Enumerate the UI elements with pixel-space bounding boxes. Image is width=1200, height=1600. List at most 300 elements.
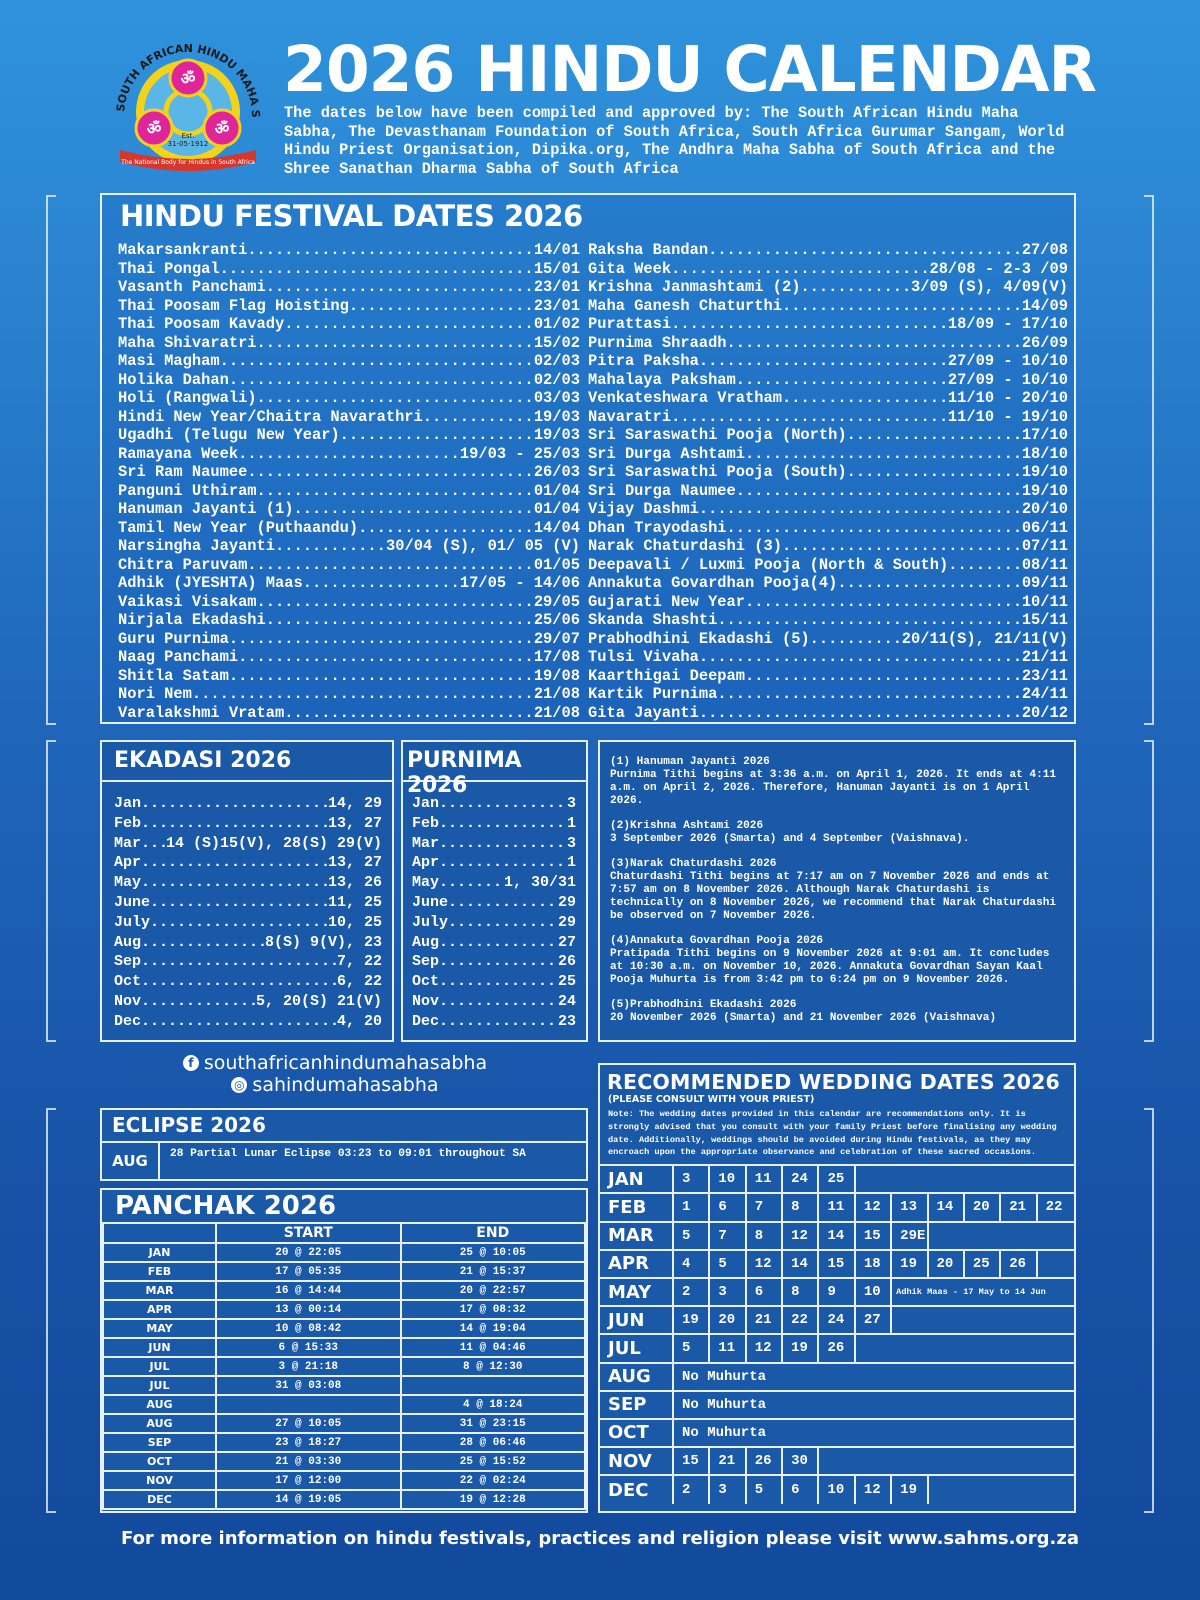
panchak-start [216,1395,401,1414]
list-item [114,992,382,1012]
item-date: 13, 27 [327,854,382,872]
item-date: 06/11 [1021,518,1068,537]
item-date: 01/04 [533,481,580,500]
festival-list-left [118,241,580,722]
list-item [412,972,576,992]
dot-leader [284,704,534,723]
footer-info: For more information on hindu festivals, practices and religion please visit www.sahms.org.za [121,1528,1079,1549]
table-row [103,1452,585,1471]
item-name: Aug [412,933,440,951]
wedding-date: 21 [1001,1194,1037,1220]
dot-leader [220,352,534,371]
item-date: 03/03 [533,389,580,407]
month-header [103,1223,216,1243]
wedding-date: 11 [747,1166,783,1192]
dot-leader [782,537,1022,556]
table-row [103,1300,585,1319]
item-date: 25 [557,973,576,991]
item-date: 29 [557,913,576,931]
wedding-date: 22 [1045,1199,1063,1216]
wedding-date: 20 [965,1194,1001,1220]
wedding-date: 6 [783,1476,819,1504]
wedding-month: FEB [600,1194,674,1220]
decorative-bracket [46,1108,56,1513]
table-row [103,1471,585,1490]
wedding-date: 15 [856,1223,892,1249]
decorative-bracket [1144,1108,1154,1513]
item-name: Pitra Paksha [588,352,699,370]
list-item [118,556,580,575]
item-date: 17/05 - 14/06 [459,574,580,592]
wedding-row-note: No Muhurta [682,1368,767,1385]
wedding-date: 30 [783,1448,819,1474]
list-item [118,500,580,519]
item-name: Kaarthigai Deepam [588,666,746,685]
item-name: Oct [412,973,440,991]
item-date: 14/09 [1021,296,1068,315]
panchak-start: 16 @ 14:44 [216,1281,401,1300]
wedding-date: 24 [783,1166,819,1192]
wedding-month: DEC [600,1476,674,1504]
dot-leader [736,371,948,390]
panchak-month: OCT [103,1452,216,1471]
panchak-month: MAR [103,1281,216,1300]
item-date: 17/08 [533,648,580,666]
wedding-date: 12 [783,1223,819,1249]
list-item [118,445,580,464]
item-name: Aug [114,933,142,951]
list-item [412,794,576,814]
list-item [118,315,580,334]
wedding-row-note: Adhik Maas - 17 May to 14 Jun [896,1287,1046,1298]
item-name: Maha Shivaratri [118,333,257,352]
dot-leader [141,992,256,1012]
wedding-row-note [856,1166,1074,1192]
svg-text:Est.: Est. [181,132,195,140]
dot-leader [275,537,386,556]
item-date: 02/03 [533,370,580,389]
item-date: 20/10 [1021,500,1068,518]
svg-text:ॐ: ॐ [146,119,162,138]
item-name: Annakuta Govardhan Pooja(4) [588,574,838,592]
item-date: 15/11 [1021,611,1068,629]
ekadasi-panel [100,740,394,1042]
item-name: Nov [114,992,142,1010]
wedding-month: JUL [600,1335,674,1361]
list-item [114,834,382,854]
list-item [412,834,576,854]
wedding-month: MAR [600,1223,674,1249]
list-item [588,611,1068,630]
item-name: Ugadhi (Telugu New Year) [118,426,340,444]
item-date: 08/11 [1021,555,1068,574]
dot-leader [229,371,534,390]
footnote-heading: (1) Hanuman Jayanti 2026 [610,756,770,768]
decorative-bracket [46,195,56,725]
item-date: 21/11 [1021,648,1068,666]
list-item [118,426,580,445]
dot-leader [150,913,328,933]
list-item [118,704,580,723]
dot-leader [671,408,948,427]
item-name: Oct [114,973,142,991]
dot-leader [423,408,534,427]
item-name: Kartik Purnima [588,685,718,703]
list-item [588,667,1068,686]
panchak-start: 14 @ 19:05 [216,1490,401,1509]
item-name: July [114,913,151,931]
eclipse-details: 28 Partial Lunar Eclipse 03:23 to 09:01 throughout SA [170,1148,526,1160]
item-date: 10/11 [1021,592,1068,611]
item-date: 14 (S)15(V), 28(S) 29(V) [165,834,382,852]
panchak-end: 21 @ 15:37 [401,1262,586,1281]
dot-leader [257,593,534,612]
dot-leader [141,853,328,873]
panchak-panel [100,1188,588,1513]
footnote-body: 3 September 2026 (Smarta) and 4 September (Vaishnava). [610,833,970,845]
item-name: Hindi New Year/Chaitra Navarathri [118,407,423,426]
item-date: 19/10 [1021,481,1068,500]
wedding-date: 2 [674,1279,710,1305]
item-name: Gujarati New Year [588,592,746,611]
item-date: 19/10 [1021,463,1068,481]
dot-leader [141,834,166,854]
dot-leader [439,972,558,992]
item-name: Prabhodhini Ekadashi (5) [588,629,810,648]
wedding-date: 10 [710,1166,746,1192]
dot-leader [238,648,534,667]
item-name: May [412,874,440,892]
festival-section-title: HINDU FESTIVAL DATES 2026 [120,199,583,233]
dot-leader [141,1012,337,1032]
dot-leader [717,611,1022,630]
dot-leader [727,334,1022,353]
table-row [103,1281,585,1300]
panchak-end: 25 @ 15:52 [401,1452,586,1471]
item-date: 18/09 - 17/10 [947,315,1068,333]
wedding-date: 5 [674,1335,710,1361]
item-date: 09/11 [1021,574,1068,592]
festival-dates-panel [100,193,1076,724]
instagram-link[interactable] [175,1074,495,1096]
dot-leader [284,315,534,334]
start-header: START [216,1223,401,1243]
wedding-dates-table [600,1164,1074,1504]
dot-leader [745,445,1022,464]
wedding-date: 11 [710,1335,746,1361]
list-item [588,445,1068,464]
item-date: 10, 25 [327,913,382,931]
list-item [412,952,576,972]
purnima-panel [401,740,588,1042]
purnima-list [403,782,586,1032]
footnote [610,935,1064,987]
item-name: May [114,874,142,892]
wedding-row-note [929,1223,1074,1249]
list-item [118,463,580,482]
footnote-heading: (2)Krishna Ashtami 2026 [610,820,764,832]
list-item [588,685,1068,704]
decorative-bracket [1144,740,1154,1042]
item-name: July [412,913,449,931]
item-date: 21/08 [533,685,580,703]
footnotes-panel [598,740,1076,1042]
panchak-month: AUG [103,1414,216,1433]
list-item [118,297,580,316]
dot-leader [847,463,1022,482]
list-item [118,574,580,593]
decorative-bracket [1144,195,1154,725]
list-item [588,278,1068,297]
wedding-date: 26 [819,1335,855,1361]
dot-leader [727,519,1022,538]
item-name: Skanda Shashti [588,611,718,629]
panchak-month: APR [103,1300,216,1319]
wedding-date: 27 [856,1307,892,1333]
dot-leader [439,873,504,893]
footnote-body: Pratipada Tithi begins on 9 November 2026 at 9:01 am. It concludes at 10:30 a.m. on November 10, 2026. Annakuta Govardhan Sayan Kaal Pooja Muhurta is from 3:42 pm to 6:24 pm on 9 November 2026. [610,948,1050,986]
item-name: Gita Jayanti [588,703,699,722]
dot-leader [439,814,567,834]
item-date: 3 [566,795,576,812]
panchak-end [401,1376,586,1395]
dot-leader [141,814,328,834]
item-name: Apr [114,854,142,872]
dot-leader [257,389,534,408]
approval-statement: The dates below have been compiled and approved by: The South African Hindu Maha Sabha, The Devasthanam Foundation of South Africa, South Africa Gurumar Sangam, World Hindu Priest Organisation, Dipika.org, The Andhra Maha Sabha of South Africa and the Shree Sanathan Dharma Sabha of South Africa [284,104,1065,178]
wedding-date: 6 [747,1279,783,1305]
list-item [114,913,382,933]
item-name: Dec [114,1012,142,1030]
wedding-date: 10 [819,1476,855,1504]
item-name: Gita Week [588,259,672,278]
table-row [103,1338,585,1357]
panchak-month: AUG [103,1395,216,1414]
panchak-end: 8 @ 12:30 [401,1357,586,1376]
list-item [114,873,382,893]
panchak-end: 28 @ 06:46 [401,1433,586,1452]
list-item [118,611,580,630]
decorative-bracket [46,740,56,1042]
table-row [600,1364,1074,1392]
dot-leader [671,315,948,334]
wedding-date: 26 [747,1448,783,1474]
item-date: 24 [557,992,576,1010]
wedding-date: 19 [783,1335,819,1361]
item-name: Sri Durga Naumee [588,481,736,500]
item-date: 11/10 - 20/10 [947,389,1068,407]
wedding-month: NOV [600,1448,674,1474]
item-date: 11/10 - 19/10 [947,407,1068,426]
wedding-date: 13 [892,1194,928,1220]
item-date: 19/08 [533,666,580,685]
svg-text:The National Body for Hindus i: The National Body for Hindus in South Africa [121,159,255,166]
list-item [588,260,1068,279]
item-name: Jan [412,795,440,812]
wedding-date: 9 [819,1279,855,1305]
wedding-date: 3 [674,1166,710,1192]
dot-leader [782,297,1022,316]
dot-leader [745,667,1022,686]
dot-leader [439,933,558,953]
panchak-end: 19 @ 12:28 [401,1490,586,1509]
panchak-start: 31 @ 03:08 [216,1376,401,1395]
item-name: Feb [412,814,440,832]
panchak-start: 17 @ 05:35 [216,1262,401,1281]
panchak-month: DEC [103,1490,216,1509]
list-item [114,893,382,913]
list-item [118,278,580,297]
list-item [118,593,580,612]
wedding-date: 3 [710,1476,746,1504]
list-item [588,463,1068,482]
list-item [114,814,382,834]
table-row [103,1319,585,1338]
dot-leader [266,611,534,630]
list-item [118,371,580,390]
dot-leader [229,630,534,649]
item-date: 26 [557,953,576,971]
panchak-end: 11 @ 04:46 [401,1338,586,1357]
footnote-body: Purnima Tithi begins at 3:36 a.m. on April 1, 2026. It ends at 4:11 a.m. on April 2, 2026. Therefore, Hanuman Jayanti is on 1 April 2026. [610,769,1057,807]
dot-leader [141,972,337,992]
list-item [118,630,580,649]
list-item [588,482,1068,501]
item-name: Thai Poosam Kavady [118,315,285,333]
festival-list-right [588,241,1068,722]
table-row [103,1262,585,1281]
purnima-title: PURNIMA 2026 [403,742,586,782]
item-name: Vasanth Panchami [118,278,266,296]
item-name: Panguni Uthiram [118,481,257,500]
wedding-date: 10 [856,1279,892,1305]
item-name: Shitla Satam [118,666,229,685]
list-item [588,519,1068,538]
footnote-heading: (5)Prabhodhini Ekadashi 2026 [610,999,797,1011]
panchak-month: SEP [103,1433,216,1452]
item-name: Sri Durga Ashtami [588,444,746,463]
item-date: 29 [557,893,576,911]
item-date: 15/01 [533,259,580,278]
wedding-date: 6 [710,1194,746,1220]
item-date: 18/10 [1021,444,1068,463]
item-date: 1 [566,854,576,872]
item-name: Guru Purnima [118,629,229,648]
item-name: Holi (Rangwali) [118,389,257,407]
dot-leader [349,297,534,316]
table-row [103,1376,585,1395]
table-row [600,1420,1074,1448]
list-item [114,794,382,814]
list-item [588,241,1068,260]
panchak-month: JUL [103,1357,216,1376]
wedding-date: 1 [674,1194,710,1220]
list-item [588,537,1068,556]
wedding-row-note [819,1448,1074,1474]
item-name: Mahalaya Paksham [588,370,736,389]
item-name: Chitra Paruvam [118,555,248,574]
item-date: 26/09 [1021,333,1068,352]
list-item [114,1012,382,1032]
wedding-date: 18 [856,1251,892,1277]
table-row [103,1357,585,1376]
wedding-date: 20 [929,1251,965,1277]
dot-leader [150,893,328,913]
list-item [588,426,1068,445]
item-name: Raksha Bandan [588,241,709,259]
item-name: Sep [412,953,440,971]
item-date: 26/03 [533,463,580,481]
item-name: Narsingha Jayanti [118,537,276,555]
dot-leader [257,482,534,501]
item-date: 13, 27 [327,814,382,832]
wedding-date: 11 [819,1194,855,1220]
item-name: Narak Chaturdashi (3) [588,537,782,555]
dot-leader [745,593,1022,612]
item-name: Sri Ram Naumee [118,463,248,481]
list-item [118,482,580,501]
item-name: Maha Ganesh Chaturthi [588,296,782,315]
dot-leader [837,574,1021,593]
list-item [588,334,1068,353]
wedding-date: 22 [783,1307,819,1333]
table-row [600,1307,1074,1335]
dot-leader [293,500,533,519]
item-name: Masi Magham [118,352,220,370]
dot-leader [448,913,558,933]
item-name: Vaikasi Visakam [118,592,257,611]
list-item [118,537,580,556]
panchak-start: 10 @ 08:42 [216,1319,401,1338]
dot-leader [141,873,328,893]
list-item [412,913,576,933]
wedding-date: 8 [747,1223,783,1249]
item-date: 23/01 [533,278,580,296]
dot-leader [247,241,534,260]
wedding-date: 19 [892,1251,928,1277]
list-item [118,352,580,371]
item-name: Dec [412,1012,440,1030]
wedding-month: APR [600,1251,674,1277]
item-date: 02/03 [533,352,580,370]
facebook-link[interactable] [175,1052,495,1074]
list-item [118,667,580,686]
wedding-row-note [856,1335,1074,1361]
dot-leader [229,667,534,686]
panchak-start: 6 @ 15:33 [216,1338,401,1357]
wedding-date: 15 [819,1251,855,1277]
dot-leader [948,556,1022,575]
item-name: Nori Nem [118,685,192,703]
wedding-date: 3 [710,1279,746,1305]
svg-text:SOUTH AFRICAN HINDU MAHA SABHA: SOUTH AFRICAN HINDU MAHA S [114,41,263,118]
dot-leader [340,426,534,445]
wedding-row-note: No Muhurta [682,1424,767,1441]
dot-leader [439,794,567,814]
footnote-body: 20 November 2026 (Smarta) and 21 November 2026 (Vaishnava) [610,1012,997,1024]
item-name: Varalakshmi Vratam [118,703,285,722]
sahms-logo [106,34,270,174]
panchak-month: FEB [103,1262,216,1281]
item-date: 5, 20(S) 21(V) [255,992,382,1010]
list-item [588,352,1068,371]
list-item [588,297,1068,316]
panchak-month: MAY [103,1319,216,1338]
footnote [610,820,1064,846]
table-row [600,1392,1074,1420]
list-item [118,334,580,353]
table-row [600,1335,1074,1363]
